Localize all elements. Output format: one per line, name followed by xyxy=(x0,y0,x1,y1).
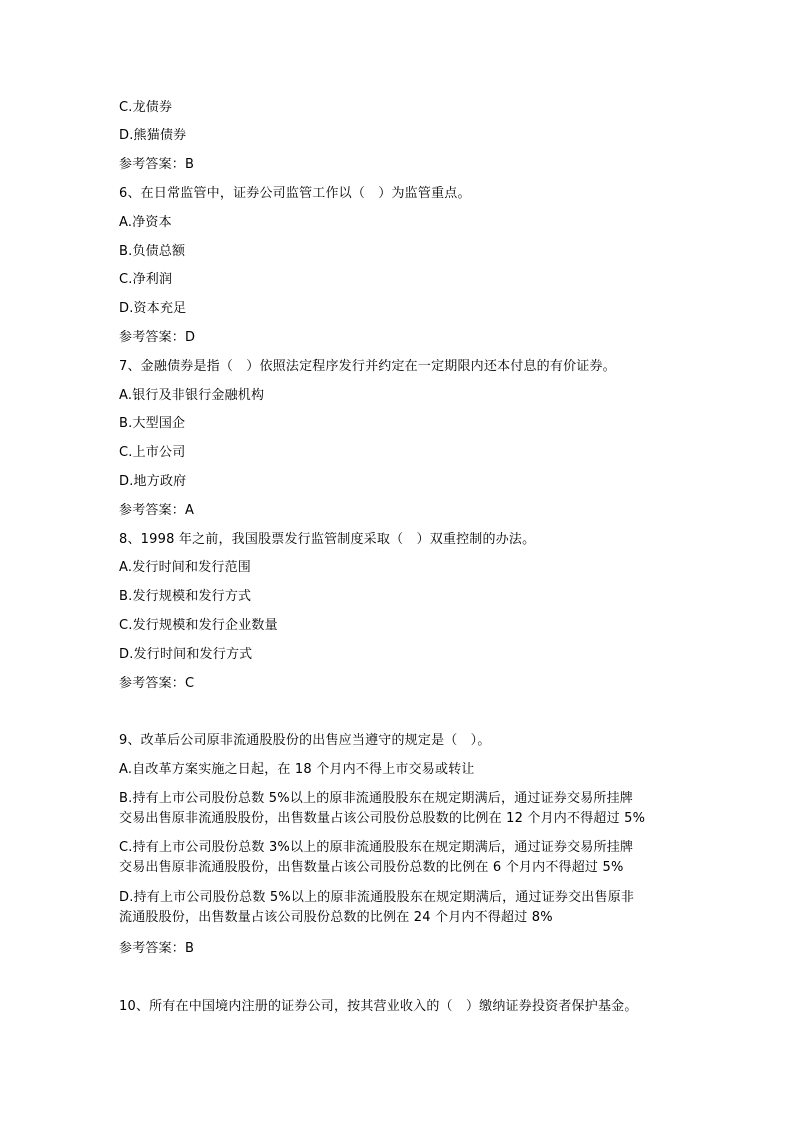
q7-option-c: C.上市公司 xyxy=(119,445,186,460)
q6-option-d: D.资本充足 xyxy=(119,301,187,316)
q9-stem: 9、改革后公司原非流通股股份的出售应当遵守的规定是（ ）。 xyxy=(119,733,491,748)
q9-answer: 参考答案：B xyxy=(119,941,195,956)
q7-answer: 参考答案：A xyxy=(119,503,195,518)
q7-stem: 7、金融债券是指（ ）依照法定程序发行并约定在一定期限内还本付息的有价证券。 xyxy=(119,359,616,374)
q5-option-d: D.熊猫债券 xyxy=(119,128,187,143)
q9-option-b-line1: B.持有上市公司股份总数 5%以上的原非流通股股东在规定期满后，通过证券交易所挂牌 xyxy=(119,791,634,806)
q5-answer: 参考答案：B xyxy=(119,157,195,172)
q9-option-d-line2: 流通股股份，出售数量占该公司股份总数的比例在 24 个月内不得超过 8% xyxy=(119,910,553,925)
q7-option-b: B.大型国企 xyxy=(119,416,186,431)
q9-option-b-line2: 交易出售原非流通股股份，出售数量占该公司股份总股数的比例在 12 个月内不得超过 5% xyxy=(119,811,646,826)
q8-option-c: C.发行规模和发行企业数量 xyxy=(119,618,278,633)
q8-option-b: B.发行规模和发行方式 xyxy=(119,589,252,604)
q6-answer: 参考答案：D xyxy=(119,330,196,345)
q9-option-a: A.自改革方案实施之日起，在 18 个月内不得上市交易或转让 xyxy=(119,762,475,777)
q7-option-a: A.银行及非银行金融机构 xyxy=(119,388,265,403)
q9-option-c-line1: C.持有上市公司股份总数 3%以上的原非流通股股东在规定期满后，通过证券交易所挂牌 xyxy=(119,840,634,855)
q8-answer: 参考答案：C xyxy=(119,676,195,691)
q7-option-d: D.地方政府 xyxy=(119,474,187,489)
q5-option-c: C.龙债券 xyxy=(119,100,173,115)
q8-option-a: A.发行时间和发行范围 xyxy=(119,560,251,575)
q9-option-d-line1: D.持有上市公司股份总数 5%以上的原非流通股股东在规定期满后，通过证券交出售原非 xyxy=(119,890,635,905)
q6-option-c: C.净利润 xyxy=(119,272,173,287)
q6-stem: 6、在日常监管中，证券公司监管工作以（ ）为监管重点。 xyxy=(119,186,471,201)
q6-option-a: A.净资本 xyxy=(119,215,172,230)
q8-stem: 8、1998 年之前，我国股票发行监管制度采取（ ）双重控制的办法。 xyxy=(119,532,536,547)
q9-option-c-line2: 交易出售原非流通股股份，出售数量占该公司股份总数的比例在 6 个月内不得超过 5% xyxy=(119,860,624,875)
q8-option-d: D.发行时间和发行方式 xyxy=(119,647,253,662)
q6-option-b: B.负债总额 xyxy=(119,244,186,259)
q10-stem: 10、所有在中国境内注册的证券公司，按其营业收入的（ ）缴纳证券投资者保护基金。 xyxy=(119,999,638,1014)
